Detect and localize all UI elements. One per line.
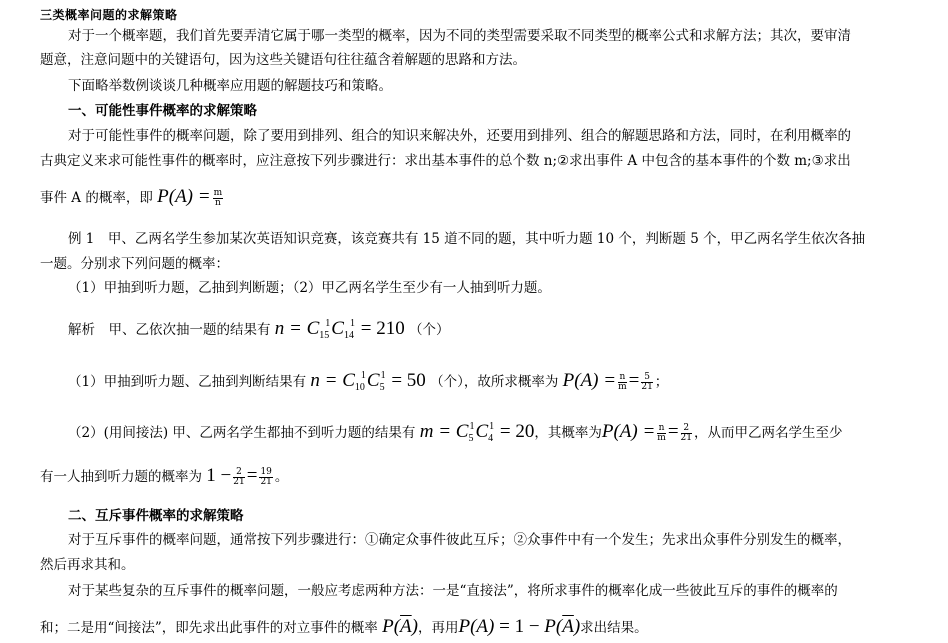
paragraph: 对于某些复杂的互斥事件的概率问题，一般应考虑两种方法：一是“直接法”，将所求事件的概率化成一些彼此互斥的事件的概率的 [68, 583, 838, 599]
formula-n: $n = C_{10}^1C_5^1 = 50$ [310, 370, 426, 393]
fraction: $\frac{19}{21}$ [260, 467, 272, 487]
text: 求出结果。 [580, 620, 648, 636]
fraction: $\frac{2}{21}$ [680, 423, 692, 443]
formula-p-a: P(A) = [562, 370, 617, 391]
formula-p-not-a: $P(\overline{A})$ [382, 616, 418, 637]
paragraph: 一题。分别求下列问题的概率： [40, 256, 229, 272]
fraction: $\frac{n}{m}$ [618, 372, 627, 392]
paragraph: （1）甲抽到听力题，乙抽到判断题；（2）甲乙两名学生至少有一人抽到听力题。 [68, 280, 551, 296]
text: （个），故所求概率为 [430, 374, 559, 390]
formula-p-a: P(A) = [157, 186, 211, 207]
formula-complement: $P(A) = 1 - P(\overline{A})$ [458, 616, 581, 637]
fraction: $\frac{m}{n}$ [213, 188, 223, 208]
text: 解析 甲、乙依次抽一题的结果有 [68, 322, 271, 338]
section-heading-2: 二、互斥事件概率的求解策略 [68, 508, 244, 524]
text: （2）(用间接法) 甲、乙两名学生都抽不到听力题的结果有 [68, 425, 416, 441]
formula-m: $m = C_5^1C_4^1 = 20$ [419, 421, 535, 444]
text: （1）甲抽到听力题、乙抽到判断结果有 [68, 374, 307, 390]
fraction: $\frac{2}{21}$ [233, 467, 245, 487]
formula-p-a: P(A) = [601, 421, 656, 442]
paragraph: 对于互斥事件的概率问题，通常按下列步骤进行：①确定众事件彼此互斥；②众事件中有一个发生；先求出众事件分别发生的概率， [68, 532, 851, 548]
document-title: 三类概率问题的求解策略 [40, 8, 178, 22]
paragraph-with-formula [40, 188, 908, 208]
fraction: $\frac{5}{21}$ [641, 372, 653, 392]
example-1: 例 1 甲、乙两名学生参加某次英语知识竞赛，该竞赛共有 15 道不同的题，其中听力题 10 个，判断题 5 个，甲乙两名学生依次各抽 [68, 231, 866, 247]
text: 。 [274, 469, 289, 485]
paragraph: 对于可能性事件的概率问题，除了要用到排列、组合的知识来解决外，还要用到排列、组合的解题思路和方法，同时，在利用概率的 [68, 128, 851, 144]
text: ，其概率为 [534, 425, 602, 441]
paragraph: 下面略举数例谈谈几种概率应用题的解题技巧和策略。 [68, 78, 392, 94]
solution-line: （2）(用间接法) 甲、乙两名学生都抽不到听力题的结果有 $m = C_5^1C_4^1 = 20$，其概率为P(A) = $\frac{n}{m}$ = $\frac{2}{21}$ ，从而甲乙两名学生至少 [68, 421, 843, 444]
paragraph: 题意，注意问题中的关键语句，因为这些关键语句往往蕴含着解题的思路和方法。 [40, 52, 526, 68]
paragraph: 古典定义来求可能性事件的概率时，应注意按下列步骤进行：求出基本事件的总个数 n;②求出事件 A 中包含的基本事件的个数 m;③求出 [40, 153, 851, 169]
paragraph: 然后再求其和。 [40, 557, 135, 573]
section-heading-1: 一、可能性事件概率的求解策略 [68, 103, 257, 119]
text: （个） [409, 322, 450, 338]
paragraph-with-formula [40, 618, 908, 637]
solution-line: （1）甲抽到听力题、乙抽到判断结果有 $n = C_{10}^1C_5^1 = 50$ （个），故所求概率为 P(A) = $\frac{n}{m}$ = $\frac{5}{21}$ ； [68, 370, 669, 393]
formula-result: 1 − [206, 465, 232, 486]
formula-n: $n = C_{15}^1C_{14}^1 = 210$ [274, 318, 405, 341]
text: ，从而甲乙两名学生至少 [694, 425, 843, 441]
text: 和；二是用“间接法”，即先求出此事件的对立事件的概率 [40, 620, 378, 636]
paragraph: 对于一个概率题，我们首先要弄清它属于哪一类型的概率，因为不同的类型需要采取不同类型的概率公式和求解方法；其次，要审清 [68, 28, 851, 44]
solution-line: 有一人抽到听力题的概率为 1 − $\frac{2}{21}$ = $\frac{19}{21}$ 。 [40, 465, 289, 487]
text: 事件 A 的概率，即 [40, 190, 153, 206]
solution-line [68, 315, 908, 345]
fraction: $\frac{n}{m}$ [657, 423, 666, 443]
text: 有一人抽到听力题的概率为 [40, 469, 202, 485]
text: ，再用 [417, 620, 459, 636]
